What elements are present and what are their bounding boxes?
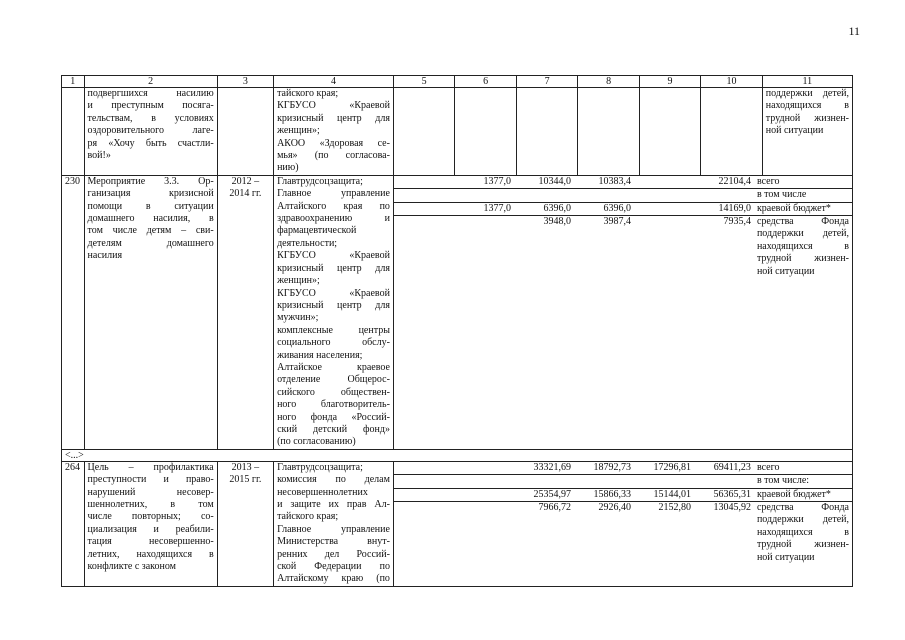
years-cell: 2013 – 2015 гг. <box>217 461 273 586</box>
measure-name-cell: подвергшихся насилию и преступным посяга- тельствам, в условиях оздоровительного лаге- ря «Хочу быть счастли- вой!» <box>84 88 217 176</box>
ellipsis-mark: <...> <box>62 449 853 461</box>
executors-cell: Главтрудсоцзащита; Главное управление Алтайского края по здравоохранению и фармацевтической деятельности; КГБУСО «Краевой кризисный центр для женщин»; КГБУСО «Краевой кризисный центр для мужчин»; комплексные центры социального обслу- живания населения; Алтайское краевое отделение Общерос- сийского обществен- ного благотворитель- ного фонда «Россий- ский детский фонд» (по согласованию) <box>274 175 394 449</box>
row-number: 230 <box>62 175 85 449</box>
financing-block <box>393 461 852 586</box>
amount-2014: 10383,4 <box>574 176 634 189</box>
measure-name-cell: Цель – профилактика преступности и право- нарушений несовер- шеннолетних, в том числе повторных; со- циализация и реабили- тация несовершенно- летних, находящихся в конфликте с законом <box>84 461 217 586</box>
ellipsis-row <box>62 449 853 461</box>
amount-2013: 3948,0 <box>543 216 571 228</box>
amount-total: 13045,92 <box>713 502 751 513</box>
table-row-264 <box>62 461 853 586</box>
amount-2013: 33321,69 <box>514 462 574 475</box>
years-cell: 2012 – 2014 гг. <box>217 175 273 449</box>
col-header: 7 <box>516 76 577 88</box>
amount-2015: 2152,80 <box>658 502 691 513</box>
funding-source: средства Фонда поддержки детей, находящихся в трудной жизнен- ной ситуации <box>756 216 849 277</box>
financing-block <box>393 175 852 449</box>
col-header: 5 <box>393 76 454 88</box>
amount-2014: 2926,40 <box>598 502 631 513</box>
executors-cell: Главтрудсоцзащита; комиссия по делам несовершеннолетних и защите их прав Ал- тайского края; Главное управление Министерства внут- ренних дел Россий- ской Федерации по Алтайскому краю (по <box>274 461 394 586</box>
amount-2014: 3987,4 <box>603 216 631 228</box>
col-header: 4 <box>274 76 394 88</box>
amount-2012: 1377,0 <box>454 202 514 215</box>
executors-cell: тайского края; КГБУСО «Краевой кризисный центр для женщин»; АКОО «Здоровая се- мья» (по согласова- нию) <box>274 88 394 176</box>
funding-source: в том числе <box>754 189 852 202</box>
row-number: 264 <box>62 461 85 586</box>
amount-2013: 10344,0 <box>514 176 574 189</box>
amount-2013: 25354,97 <box>514 488 574 501</box>
amount-2015: 17296,81 <box>634 462 694 475</box>
amount-total: 14169,0 <box>694 202 754 215</box>
amount-2014: 6396,0 <box>574 202 634 215</box>
col-header: 11 <box>762 76 852 88</box>
amount-2012: 1377,0 <box>454 176 514 189</box>
measure-name-cell: Мероприятие 3.3. Ор- ганизация кризисной помощи в ситуации домашнего насилия, в том числе детям – сви- детелям домашнего насилия <box>84 175 217 449</box>
amount-2015: 15144,01 <box>634 488 694 501</box>
funding-source: всего <box>754 176 852 189</box>
amount-2014: 15866,33 <box>574 488 634 501</box>
col-header: 10 <box>701 76 762 88</box>
amount-total: 69411,23 <box>694 462 754 475</box>
amount-total: 22104,4 <box>694 176 754 189</box>
amount-total: 56365,31 <box>694 488 754 501</box>
amount-total: 7935,4 <box>723 216 751 228</box>
col-header: 9 <box>639 76 700 88</box>
column-number-header-row <box>62 76 853 88</box>
col-header: 3 <box>217 76 273 88</box>
funding-source-cell: поддержки детей, находящихся в трудной жизнен- ной ситуации <box>762 88 852 176</box>
table-row-230 <box>62 175 853 449</box>
amount-2013: 6396,0 <box>514 202 574 215</box>
amount-2013: 7966,72 <box>538 502 571 513</box>
amount-2014: 18792,73 <box>574 462 634 475</box>
col-header: 1 <box>62 76 85 88</box>
funding-source: всего <box>754 462 852 475</box>
col-header: 2 <box>84 76 217 88</box>
col-header: 6 <box>455 76 516 88</box>
col-header: 8 <box>578 76 639 88</box>
funding-source: средства Фонда поддержки детей, находящихся в трудной жизнен- ной ситуации <box>756 502 849 563</box>
table-row-continuation <box>62 88 853 176</box>
funding-source: в том числе: <box>754 475 852 488</box>
measures-table <box>61 75 853 587</box>
funding-source: краевой бюджет* <box>754 488 852 501</box>
page-number: 11 <box>848 24 860 38</box>
funding-source: краевой бюджет* <box>754 202 852 215</box>
